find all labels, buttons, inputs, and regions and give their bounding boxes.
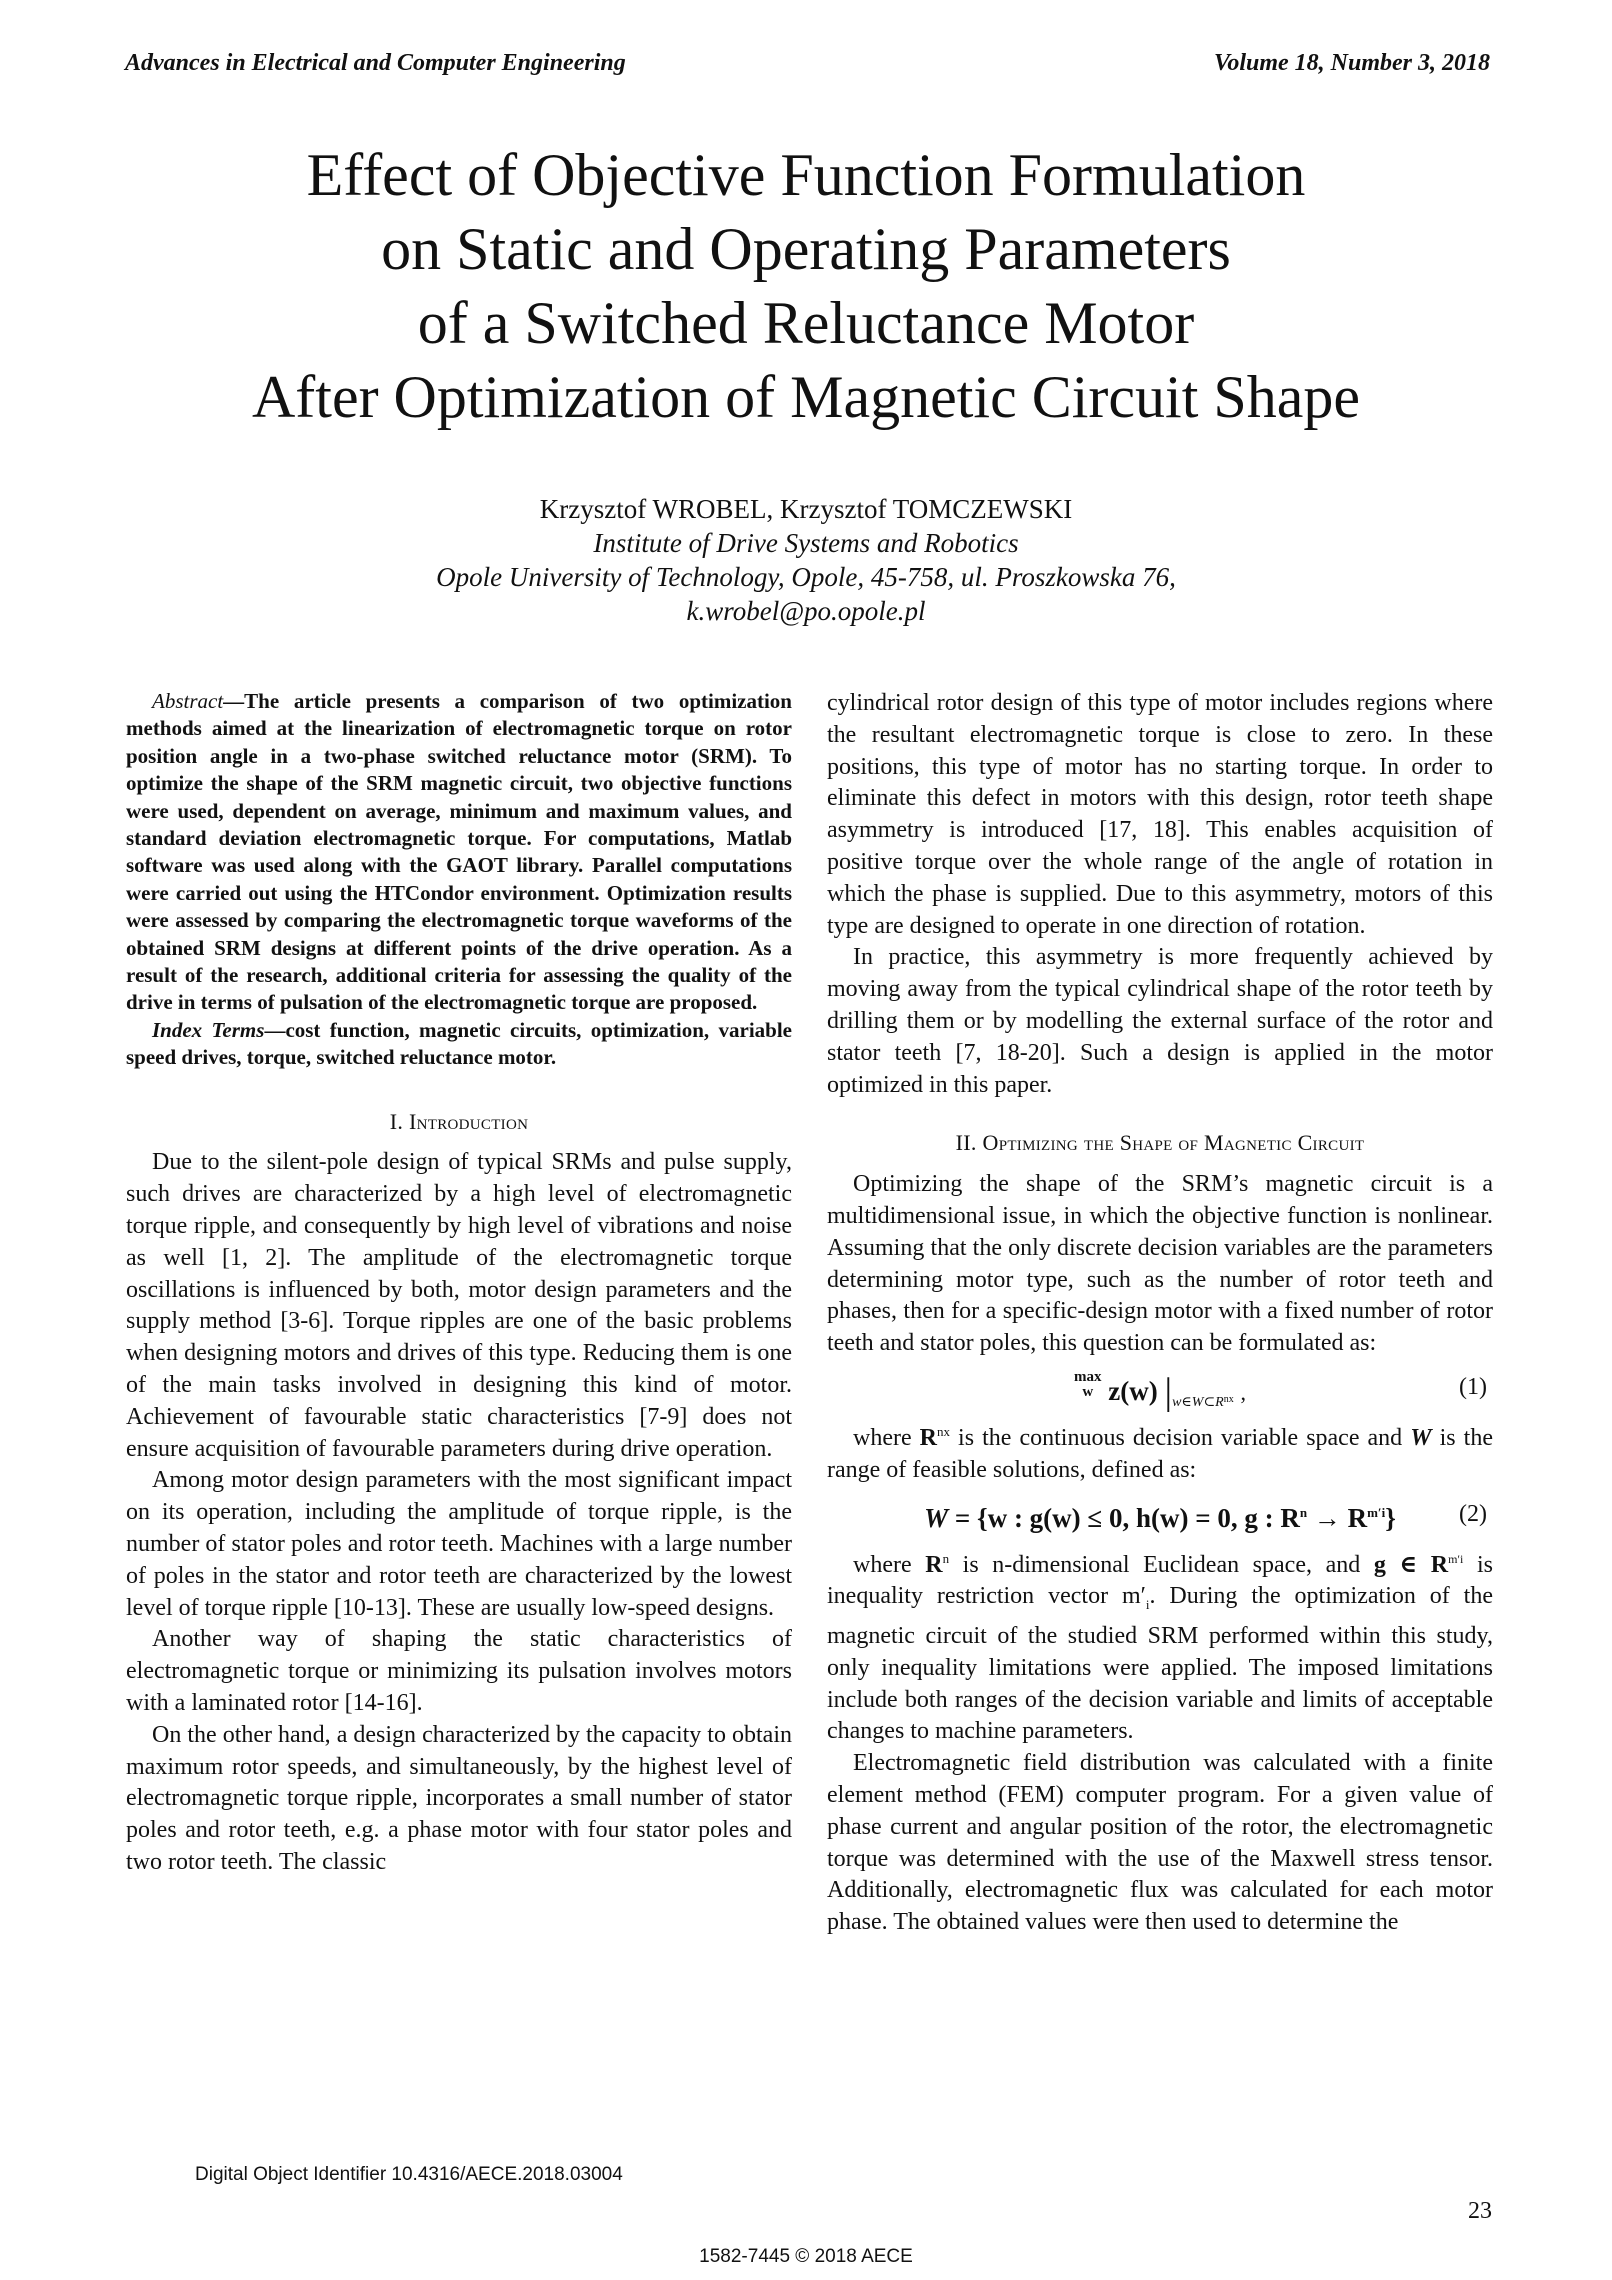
eq1-w: w bbox=[1082, 1383, 1094, 1400]
text-run: . During the optimization of the magnetic circuit of the studied SRM performed within this study, only inequality limitations were applied. The imposed limitations include both ranges of the decision variable and limits of acceptable changes to machine parameters. bbox=[827, 1583, 1493, 1745]
paragraph-where-1 bbox=[827, 1416, 1493, 1487]
section-heading-optimizing: II. Optimizing the Shape of Magnetic Circuit bbox=[955, 1130, 1365, 1156]
equation-number-1: (1) bbox=[1459, 1373, 1487, 1400]
author-email: k.wrobel@po.opole.pl bbox=[686, 596, 926, 626]
eq1-condition-sup: nx bbox=[1223, 1393, 1234, 1405]
text-run: where bbox=[853, 1424, 920, 1451]
title-line: on Static and Operating Parameters bbox=[381, 216, 1231, 282]
eq1-tail: , bbox=[1240, 1379, 1246, 1405]
text-run: is the range of feasible solutions, defined as: bbox=[827, 1424, 1493, 1483]
index-terms-text: —cost function, magnetic circuits, optimization, variable speed drives, torque, switched reluctance motor. bbox=[126, 1017, 793, 1070]
paragraph-continuation: cylindrical rotor design of this type of motor includes regions where the resultant electromagnetic torque is close to zero. In these positions, this type of motor has no starting torque. In order to eliminate this defect in motors with this design, rotor teeth shape asymmetry is introduced [17, 18]. This enables acquisition of positive torque over the whole range of the angle of rotation in which the phase is supplied. Due to this asymmetry, motors of this type are designed to operate in one direction of rotation. bbox=[827, 690, 1493, 939]
author-block bbox=[100, 492, 1512, 628]
title-line: of a Switched Reluctance Motor bbox=[417, 290, 1195, 356]
paragraph: In practice, this asymmetry is more frequently achieved by moving away from the typical cylindrical shape of the rotor teeth by drilling them or by modelling the external surface of the rotor and stator teeth [7, 18-20]. Such a design is applied in the motor optimized in this paper. bbox=[827, 944, 1493, 1098]
symbol-sup: m′i bbox=[1448, 1551, 1464, 1566]
symbol-sub: i bbox=[1145, 1597, 1150, 1613]
text-run: where bbox=[853, 1551, 926, 1578]
author-institute: Institute of Drive Systems and Robotics bbox=[593, 528, 1019, 558]
symbol-W: W bbox=[1410, 1424, 1432, 1451]
left-column bbox=[126, 688, 792, 1879]
paragraph: Optimizing the shape of the SRM’s magnetic circuit is a multidimensional issue, in which the objective function is nonlinear. Assuming that the only discrete decision variables are the parameters determining motor type, such as the number of rotor teeth and phases, then for a specific-design motor with a fixed number of rotor teeth and stator poles, this question can be formulated as: bbox=[827, 1171, 1493, 1357]
symbol-sup: nx bbox=[937, 1423, 951, 1439]
eq2-close: } bbox=[1385, 1502, 1396, 1533]
right-column bbox=[827, 688, 1493, 1939]
paragraph: Among motor design parameters with the most significant impact on its operation, including the amplitude of torque ripple, is the number of stator poles and rotor teeth. Machines with a large number of poles in the stator and rotor teeth are characterized by the lowest level of torque ripple [10-13]. These are usually low-speed designs. bbox=[126, 1467, 792, 1621]
eq2-expr: = {w : g(w) ≤ 0, h(w) = 0, g : R bbox=[948, 1502, 1300, 1533]
section-heading-introduction: I. Introduction bbox=[389, 1108, 529, 1134]
eq2-sup-m: m′i bbox=[1367, 1504, 1386, 1520]
symbol-R: R bbox=[925, 1551, 943, 1578]
paragraph: Due to the silent-pole design of typical SRMs and pulse supply, such drives are characterized by a high level of electromagnetic torque ripple, and consequently by high level of vibrations and noise as well [1, 2]. The amplitude of the electromagnetic torque oscillations is influenced by both, motor design parameters and the supply method [3-6]. Torque ripples are one of the basic problems when designing motors and drives of this type. Reducing them is one of the main tasks involved in designing this kind of motor. Achievement of favourable static characteristics [7-9] does not ensure acquisition of favourable parameters during drive operation. bbox=[126, 1149, 792, 1462]
volume-info: Volume 18, Number 3, 2018 bbox=[1213, 50, 1490, 76]
paragraph: Another way of shaping the static characteristics of electromagnetic torque or minimizing its pulsation involves motors with a laminated rotor [14-16]. bbox=[126, 1626, 792, 1717]
paragraph: Electromagnetic field distribution was calculated with a finite element method (FEM) computer program. For a given value of phase current and angular position of the rotor, the electromagnetic torque was determined with the use of the Maxwell stress tensor. Additionally, electromagnetic flux was calculated for each motor phase. The obtained values were then used to determine the bbox=[827, 1750, 1493, 1936]
paragraph-where-2 bbox=[827, 1543, 1493, 1749]
equation-1: max w z(w) $|_{w\in W\subset Rnx}$ , (1) bbox=[1074, 1368, 1487, 1413]
eq1-expr: z(w) bbox=[1108, 1375, 1158, 1406]
text-run: is the continuous decision variable space and bbox=[950, 1424, 1411, 1451]
symbol-sup: n bbox=[942, 1550, 950, 1566]
doi: Digital Object Identifier 10.4316/AECE.2018.03004 bbox=[195, 2164, 623, 2185]
journal-name: Advances in Electrical and Computer Engineering bbox=[125, 50, 626, 76]
page-number: 23 bbox=[1468, 2198, 1492, 2224]
index-terms-lead: Index Terms bbox=[152, 1017, 265, 1042]
eq1-condition: w∈W⊂R bbox=[1172, 1394, 1224, 1410]
eq2-lhs: W bbox=[924, 1502, 949, 1533]
issn-copyright: 1582-7445 © 2018 AECE bbox=[699, 2246, 913, 2267]
equation-number-2: (2) bbox=[1459, 1500, 1487, 1527]
eq1-max: max bbox=[1074, 1368, 1102, 1385]
text-run: is n-dimensional Euclidean space, and bbox=[949, 1551, 1374, 1578]
title-line: After Optimization of Magnetic Circuit Shape bbox=[251, 364, 1361, 430]
author-names: Krzysztof WROBEL, Krzysztof TOMCZEWSKI bbox=[539, 494, 1073, 524]
paragraph: On the other hand, a design characterized by the capacity to obtain maximum rotor speeds, and simultaneously, by the highest level of electromagnetic torque ripple, incorporates a small number of stator poles and rotor teeth, e.g. a phase motor with four stator poles and two rotor teeth. The classic bbox=[126, 1721, 792, 1876]
equation-2 bbox=[827, 1491, 1493, 1539]
symbol-g: g ∈ R bbox=[1373, 1551, 1449, 1578]
text-run: is inequality restriction vector m′ bbox=[827, 1551, 1493, 1610]
title-line: Effect of Objective Function Formulation bbox=[306, 142, 1306, 208]
abstract-lead: Abstract bbox=[152, 689, 224, 713]
eq2-arrow: → R bbox=[1307, 1502, 1368, 1533]
symbol-R: R bbox=[919, 1424, 938, 1451]
author-university: Opole University of Technology, Opole, 45-758, ul. Proszkowska 76, bbox=[436, 562, 1176, 592]
abstract-text: —The article presents a comparison of two optimization methods aimed at the linearization of electromagnetic torque on rotor position angle in a two-phase switched reluctance motor (SRM). To optimize the shape of the SRM magnetic circuit, two objective functions were used, dependent on average, minimum and maximum values, and standard deviation electromagnetic torque. For computations, Matlab software was used along with the GAOT library. Parallel computations were carried out using the HTCondor environment. Optimization results were assessed by comparing the electromagnetic torque waveforms of the obtained SRM designs at different points of the drive operation. As a result of the research, additional criteria for assessing the quality of the drive in terms of pulsation of the electromagnetic torque are proposed. bbox=[126, 689, 792, 1015]
eq2-sup-n: n bbox=[1299, 1504, 1308, 1520]
abstract bbox=[126, 688, 792, 1017]
index-terms bbox=[126, 1017, 792, 1072]
running-head bbox=[125, 50, 1490, 90]
paper-title bbox=[140, 138, 1472, 434]
